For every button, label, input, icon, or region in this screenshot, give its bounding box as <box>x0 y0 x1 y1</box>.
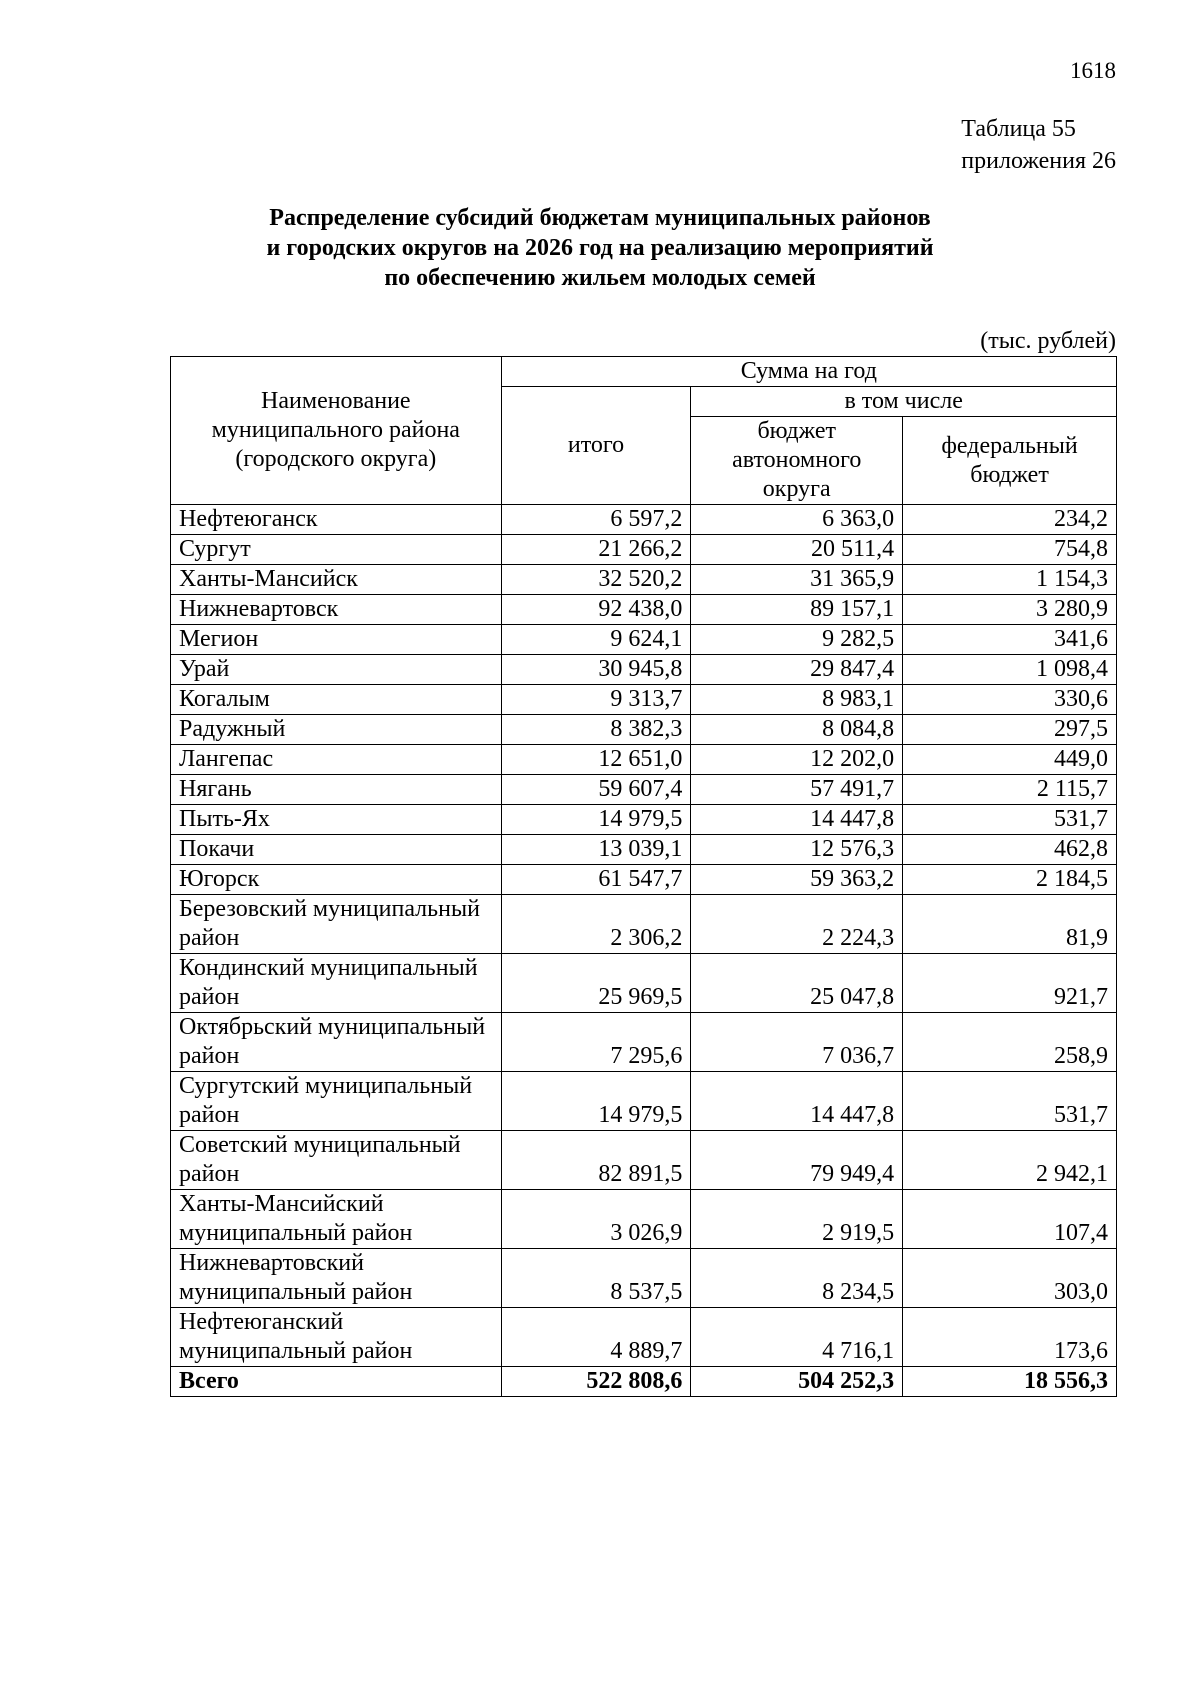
table-row <box>171 505 1117 535</box>
total-value: 21 266,2 <box>501 535 691 565</box>
total-value: 13 039,1 <box>501 835 691 865</box>
federal-budget-value: 462,8 <box>903 835 1117 865</box>
okrug-budget-value: 7 036,7 <box>691 1013 903 1072</box>
table-row <box>171 565 1117 595</box>
federal-budget-value: 258,9 <box>903 1013 1117 1072</box>
table-row <box>171 1131 1117 1190</box>
title-line-3: по обеспечению жильем молодых семей <box>384 265 816 291</box>
municipality-name: Нефтеюганск <box>171 505 502 535</box>
total-value: 8 537,5 <box>501 1249 691 1308</box>
federal-budget-value: 303,0 <box>903 1249 1117 1308</box>
okrug-budget-value: 6 363,0 <box>691 505 903 535</box>
federal-budget-value: 531,7 <box>903 805 1117 835</box>
municipality-name: Лангепас <box>171 745 502 775</box>
grand-total-value: 522 808,6 <box>501 1367 691 1397</box>
table-row <box>171 535 1117 565</box>
table-row <box>171 1249 1117 1308</box>
total-value: 2 306,2 <box>501 895 691 954</box>
okrug-budget-value: 12 576,3 <box>691 835 903 865</box>
federal-budget-value: 2 942,1 <box>903 1131 1117 1190</box>
subsidy-table <box>170 356 1117 1397</box>
municipality-name: Сургут <box>171 535 502 565</box>
table-row <box>171 1072 1117 1131</box>
okrug-budget-value: 29 847,4 <box>691 655 903 685</box>
title-line-2: и городских округов на 2026 год на реализацию мероприятий <box>266 235 934 261</box>
okrug-budget-value: 8 234,5 <box>691 1249 903 1308</box>
federal-budget-value: 330,6 <box>903 685 1117 715</box>
federal-budget-value: 173,6 <box>903 1308 1117 1367</box>
header-municipality: Наименование муниципального района (городского округа) <box>171 357 502 505</box>
table-row <box>171 685 1117 715</box>
federal-budget-value: 921,7 <box>903 954 1117 1013</box>
table-row <box>171 1308 1117 1367</box>
okrug-budget-value: 8 983,1 <box>691 685 903 715</box>
total-value: 61 547,7 <box>501 865 691 895</box>
municipality-name: Югорск <box>171 865 502 895</box>
municipality-name: Ханты-Мансийск <box>171 565 502 595</box>
total-value: 9 313,7 <box>501 685 691 715</box>
total-value: 32 520,2 <box>501 565 691 595</box>
table-row <box>171 715 1117 745</box>
municipality-name: Советский муниципальный район <box>171 1131 502 1190</box>
municipality-name: Нягань <box>171 775 502 805</box>
header-federal-budget: федеральный бюджет <box>903 417 1117 505</box>
municipality-name: Покачи <box>171 835 502 865</box>
federal-budget-value: 107,4 <box>903 1190 1117 1249</box>
okrug-budget-value: 4 716,1 <box>691 1308 903 1367</box>
okrug-budget-value: 89 157,1 <box>691 595 903 625</box>
total-value: 3 026,9 <box>501 1190 691 1249</box>
federal-budget-value: 234,2 <box>903 505 1117 535</box>
okrug-budget-value: 31 365,9 <box>691 565 903 595</box>
total-value: 6 597,2 <box>501 505 691 535</box>
municipality-name: Нижневартовский муниципальный район <box>171 1249 502 1308</box>
okrug-budget-value: 79 949,4 <box>691 1131 903 1190</box>
table-row <box>171 865 1117 895</box>
table-row <box>171 595 1117 625</box>
okrug-budget-value: 59 363,2 <box>691 865 903 895</box>
okrug-budget-value: 8 084,8 <box>691 715 903 745</box>
federal-budget-value: 1 154,3 <box>903 565 1117 595</box>
federal-budget-value: 81,9 <box>903 895 1117 954</box>
federal-budget-total: 18 556,3 <box>903 1367 1117 1397</box>
totals-label: Всего <box>171 1367 502 1397</box>
table-row <box>171 954 1117 1013</box>
total-value: 25 969,5 <box>501 954 691 1013</box>
title-line-1: Распределение субсидий бюджетам муниципальных районов <box>269 205 931 231</box>
municipality-name: Мегион <box>171 625 502 655</box>
municipality-name: Когалым <box>171 685 502 715</box>
total-value: 82 891,5 <box>501 1131 691 1190</box>
municipality-name: Кондинский муниципальный район <box>171 954 502 1013</box>
total-value: 59 607,4 <box>501 775 691 805</box>
municipality-name: Ханты-Мансийский муниципальный район <box>171 1190 502 1249</box>
total-value: 92 438,0 <box>501 595 691 625</box>
total-value: 8 382,3 <box>501 715 691 745</box>
okrug-budget-value: 9 282,5 <box>691 625 903 655</box>
municipality-name: Урай <box>171 655 502 685</box>
units-label: (тыс. рублей) <box>980 328 1116 354</box>
municipality-name: Сургутский муниципальный район <box>171 1072 502 1131</box>
annex-reference <box>961 113 1116 177</box>
federal-budget-value: 2 184,5 <box>903 865 1117 895</box>
total-value: 12 651,0 <box>501 745 691 775</box>
okrug-budget-value: 20 511,4 <box>691 535 903 565</box>
federal-budget-value: 341,6 <box>903 625 1117 655</box>
municipality-name: Нижневартовск <box>171 595 502 625</box>
annex-table-label: Таблица 55 <box>961 116 1076 142</box>
table-row <box>171 625 1117 655</box>
total-value: 7 295,6 <box>501 1013 691 1072</box>
federal-budget-value: 297,5 <box>903 715 1117 745</box>
document-title <box>170 203 1030 293</box>
header-sum-year: Сумма на год <box>501 357 1116 387</box>
total-value: 9 624,1 <box>501 625 691 655</box>
federal-budget-value: 754,8 <box>903 535 1117 565</box>
table-row <box>171 1013 1117 1072</box>
annex-appendix-label: приложения 26 <box>961 148 1116 174</box>
federal-budget-value: 449,0 <box>903 745 1117 775</box>
okrug-budget-total: 504 252,3 <box>691 1367 903 1397</box>
table-row <box>171 745 1117 775</box>
municipality-name: Нефтеюганский муниципальный район <box>171 1308 502 1367</box>
okrug-budget-value: 12 202,0 <box>691 745 903 775</box>
federal-budget-value: 2 115,7 <box>903 775 1117 805</box>
municipality-name: Березовский муниципальный район <box>171 895 502 954</box>
okrug-budget-value: 25 047,8 <box>691 954 903 1013</box>
total-value: 30 945,8 <box>501 655 691 685</box>
okrug-budget-value: 14 447,8 <box>691 805 903 835</box>
table-row <box>171 805 1117 835</box>
municipality-name: Октябрьский муниципальный район <box>171 1013 502 1072</box>
total-value: 14 979,5 <box>501 1072 691 1131</box>
okrug-budget-value: 14 447,8 <box>691 1072 903 1131</box>
total-value: 14 979,5 <box>501 805 691 835</box>
okrug-budget-value: 2 224,3 <box>691 895 903 954</box>
municipality-name: Пыть-Ях <box>171 805 502 835</box>
table-row <box>171 775 1117 805</box>
header-total: итого <box>501 387 691 505</box>
header-okrug-budget: бюджет автономного округа <box>691 417 903 505</box>
page-number: 1618 <box>1070 58 1116 83</box>
federal-budget-value: 1 098,4 <box>903 655 1117 685</box>
header-including: в том числе <box>691 387 1117 417</box>
okrug-budget-value: 2 919,5 <box>691 1190 903 1249</box>
table-row <box>171 1190 1117 1249</box>
okrug-budget-value: 57 491,7 <box>691 775 903 805</box>
table-body <box>171 505 1117 1397</box>
table-row <box>171 655 1117 685</box>
total-value: 4 889,7 <box>501 1308 691 1367</box>
federal-budget-value: 531,7 <box>903 1072 1117 1131</box>
totals-row <box>171 1367 1117 1397</box>
table-row <box>171 895 1117 954</box>
municipality-name: Радужный <box>171 715 502 745</box>
table-row <box>171 835 1117 865</box>
federal-budget-value: 3 280,9 <box>903 595 1117 625</box>
